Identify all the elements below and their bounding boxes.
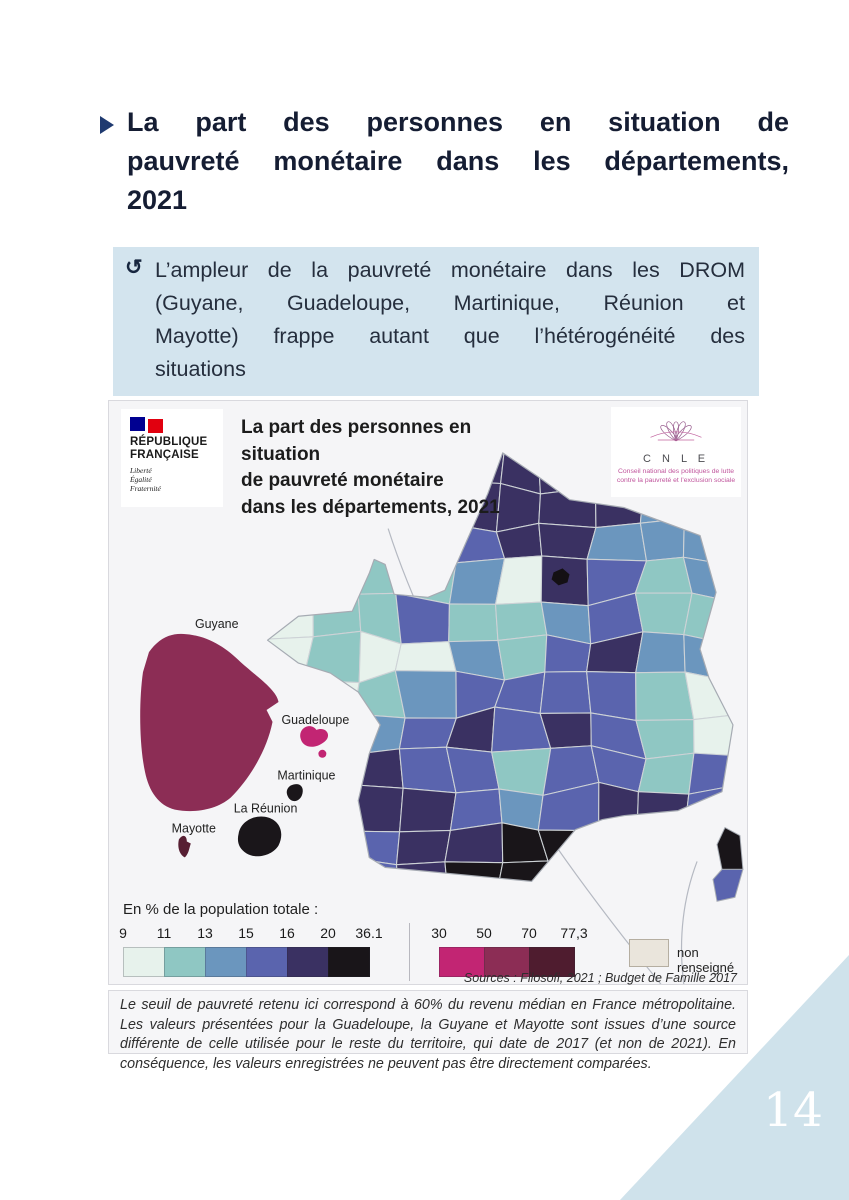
map-footnote bbox=[108, 990, 748, 1072]
corsica-south[interactable] bbox=[713, 869, 743, 901]
corsica-north[interactable] bbox=[717, 828, 743, 870]
legend-divider bbox=[409, 923, 410, 981]
guadeloupe-label: Guadeloupe bbox=[281, 712, 350, 727]
title-arrow-icon bbox=[100, 116, 114, 134]
callout-line: L’ampleur de la pauvreté monétaire dans les DROM bbox=[155, 258, 745, 282]
circular-arrow-bullet-icon: ↺ bbox=[125, 256, 143, 279]
map-footnote-text: Le seuil de pauvreté retenu ici correspond à 60% du revenu médian en France métropolitaine. Les valeurs présentées pour la Guadeloupe, la Guyane et Mayotte sont issues d’une source différente de celle utilisée pour le reste du territoire, qui date de 2017 (et non de 2021). En conséquence, les valeurs enregistrées ne peuvent pas être directement comparées. bbox=[120, 997, 736, 1072]
guyane-label: Guyane bbox=[194, 617, 239, 632]
callout-line: (Guyane, Guadeloupe, Martinique, Réunion et bbox=[155, 291, 745, 315]
map-figure-panel bbox=[108, 400, 748, 985]
legend-scale-drom: 30 50 70 77,3 bbox=[439, 925, 589, 981]
guadeloupe-island[interactable] bbox=[318, 750, 326, 758]
key-message-callout bbox=[113, 247, 759, 396]
rf-motto: Liberté Égalité Fraternité bbox=[130, 466, 161, 493]
guyane-shape[interactable] bbox=[140, 634, 278, 811]
rf-logo-text: RÉPUBLIQUE FRANÇAISE bbox=[130, 436, 208, 461]
legend-caption: En % de la population totale : bbox=[123, 901, 319, 918]
map-title: La part des personnes en situation de pauvreté monétaire dans les départements, 2021 bbox=[241, 417, 500, 518]
non-renseigne-swatch bbox=[629, 939, 669, 967]
page-title bbox=[127, 103, 789, 220]
callout-line: situations bbox=[155, 357, 246, 381]
cnle-acronym: C N L E bbox=[642, 453, 710, 465]
french-flag-icon bbox=[130, 417, 166, 433]
non-renseigne-label: non renseigné bbox=[677, 945, 735, 975]
cnle-logo bbox=[611, 407, 741, 497]
reunion-label: La Réunion bbox=[233, 801, 298, 816]
page-title-line: La part des personnes en situation de bbox=[127, 107, 789, 137]
mayotte-shape[interactable] bbox=[178, 836, 190, 858]
page-number: 14 bbox=[763, 1083, 823, 1138]
reunion-shape[interactable] bbox=[238, 817, 281, 857]
mayotte-label: Mayotte bbox=[171, 821, 216, 836]
republique-francaise-logo bbox=[121, 409, 223, 507]
page-title-line: pauvreté monétaire dans les départements, bbox=[127, 146, 789, 176]
guadeloupe-shape[interactable] bbox=[300, 726, 328, 747]
cnle-subtitle: Conseil national des politiques de lutte contre la pauvreté et l’exclusion sociale bbox=[616, 468, 736, 484]
page-title-line: 2021 bbox=[127, 185, 188, 215]
sources-note: Sources : Filosofi, 2021 ; Budget de Famille 2017 bbox=[463, 971, 737, 985]
martinique-label: Martinique bbox=[277, 768, 336, 783]
legend-scale-population: 9 11 13 15 16 20 36.1 bbox=[123, 925, 383, 981]
martinique-shape[interactable] bbox=[287, 784, 303, 801]
callout-line: Mayotte) frappe autant que l’hétérogénéité des bbox=[155, 324, 745, 348]
cnle-lotus-icon bbox=[636, 410, 716, 450]
